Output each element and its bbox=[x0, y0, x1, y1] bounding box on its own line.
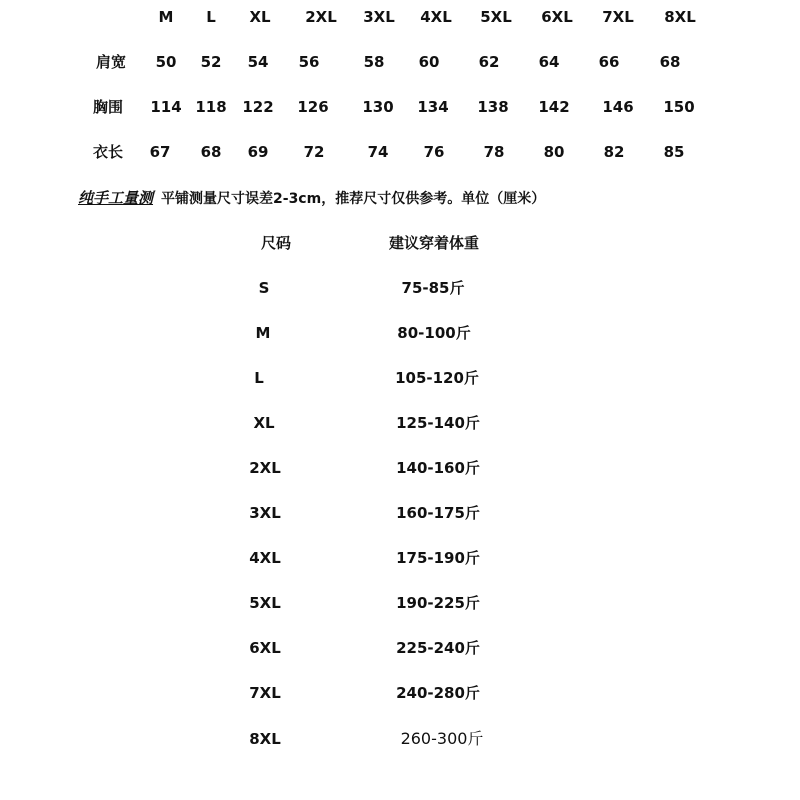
table-cell: 67 bbox=[149, 143, 171, 161]
table-cell: 150 bbox=[663, 98, 695, 116]
weight-row-size: 3XL bbox=[249, 504, 281, 522]
weight-row-size: S bbox=[258, 279, 270, 297]
size-header: 8XL bbox=[664, 8, 696, 26]
weight-row-value: 160-175斤 bbox=[396, 504, 480, 522]
table-cell: 138 bbox=[477, 98, 509, 116]
size-header: 6XL bbox=[541, 8, 573, 26]
table-cell: 68 bbox=[659, 53, 681, 71]
row-label-chest: 胸围 bbox=[93, 98, 124, 116]
table-cell: 74 bbox=[367, 143, 389, 161]
table-cell: 54 bbox=[247, 53, 269, 71]
table-cell: 50 bbox=[155, 53, 177, 71]
weight-row-size: 8XL bbox=[249, 730, 281, 748]
table-cell: 78 bbox=[483, 143, 505, 161]
weight-row-size: M bbox=[255, 324, 271, 342]
weight-row-value: 75-85斤 bbox=[401, 279, 465, 297]
table-cell: 130 bbox=[362, 98, 394, 116]
table-cell: 60 bbox=[418, 53, 440, 71]
weight-header-size: 尺码 bbox=[260, 234, 292, 252]
weight-row-size: 6XL bbox=[249, 639, 281, 657]
table-cell: 64 bbox=[538, 53, 560, 71]
table-cell: 118 bbox=[195, 98, 227, 116]
weight-row-value: 175-190斤 bbox=[396, 549, 480, 567]
table-cell: 114 bbox=[150, 98, 182, 116]
weight-row-value: 80-100斤 bbox=[397, 324, 471, 342]
table-cell: 85 bbox=[663, 143, 685, 161]
table-cell: 72 bbox=[303, 143, 325, 161]
table-cell: 69 bbox=[247, 143, 269, 161]
handmade-label: 纯手工量测 bbox=[78, 189, 154, 207]
weight-row-size: 7XL bbox=[249, 684, 281, 702]
table-cell: 66 bbox=[598, 53, 620, 71]
weight-row-value: 190-225斤 bbox=[396, 594, 480, 612]
table-cell: 146 bbox=[602, 98, 634, 116]
weight-header-weight: 建议穿着体重 bbox=[388, 234, 480, 252]
size-header: 5XL bbox=[480, 8, 512, 26]
size-header: L bbox=[206, 8, 216, 26]
weight-row-size: L bbox=[254, 369, 264, 387]
table-cell: 68 bbox=[200, 143, 222, 161]
table-cell: 76 bbox=[423, 143, 445, 161]
table-cell: 58 bbox=[363, 53, 385, 71]
weight-row-size: XL bbox=[253, 414, 275, 432]
size-header: 7XL bbox=[602, 8, 634, 26]
size-header: M bbox=[158, 8, 174, 26]
size-header: 2XL bbox=[305, 8, 337, 26]
note-text: 平铺测量尺寸误差2-3cm，推荐尺寸仅供参考。单位（厘米） bbox=[161, 191, 546, 207]
size-header: 4XL bbox=[420, 8, 452, 26]
weight-row-value: 125-140斤 bbox=[396, 414, 480, 432]
weight-row-value: 140-160斤 bbox=[396, 459, 480, 477]
table-cell: 126 bbox=[297, 98, 329, 116]
table-cell: 134 bbox=[417, 98, 449, 116]
size-header: 3XL bbox=[363, 8, 395, 26]
size-header: XL bbox=[249, 8, 271, 26]
measurement-note bbox=[78, 188, 545, 209]
table-cell: 62 bbox=[478, 53, 500, 71]
row-label-shoulder: 肩宽 bbox=[96, 53, 127, 71]
weight-row-size: 5XL bbox=[249, 594, 281, 612]
table-cell: 82 bbox=[603, 143, 625, 161]
weight-row-value: 240-280斤 bbox=[396, 684, 480, 702]
weight-row-value: 105-120斤 bbox=[395, 369, 479, 387]
table-cell: 80 bbox=[543, 143, 565, 161]
table-cell: 122 bbox=[242, 98, 274, 116]
table-cell: 142 bbox=[538, 98, 570, 116]
table-cell: 56 bbox=[298, 53, 320, 71]
weight-row-value: 225-240斤 bbox=[396, 639, 480, 657]
weight-row-size: 4XL bbox=[249, 549, 281, 567]
row-label-length: 衣长 bbox=[93, 143, 124, 161]
weight-row-value: 260-300斤 bbox=[400, 729, 484, 748]
weight-row-size: 2XL bbox=[249, 459, 281, 477]
table-cell: 52 bbox=[200, 53, 222, 71]
